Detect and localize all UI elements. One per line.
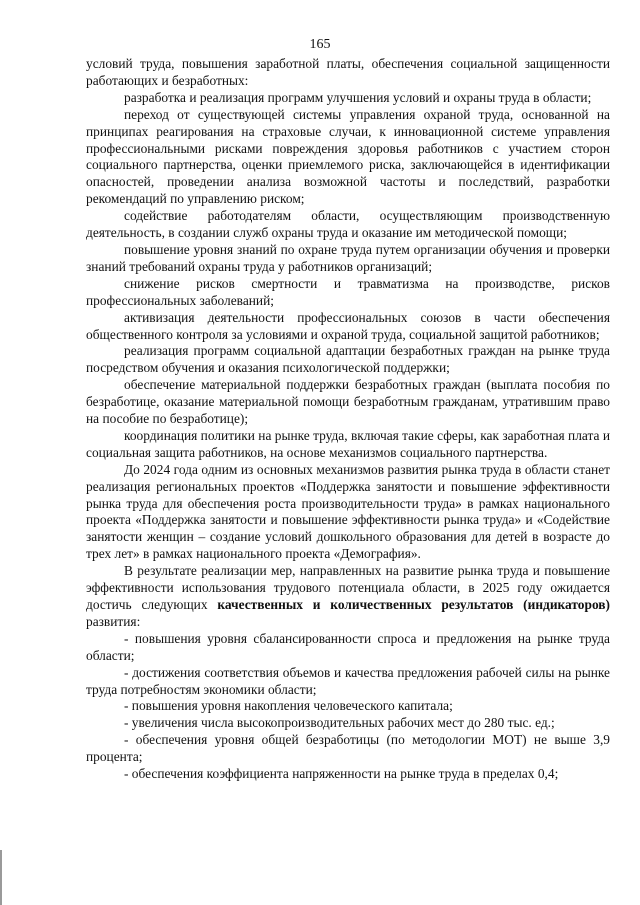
paragraph-results-tail: развития:: [86, 613, 141, 629]
paragraph: снижение рисков смертности и травматизма на производстве, рисков профессиональных заболеваний;: [86, 275, 610, 308]
paragraph-results: [86, 563, 610, 631]
list-item: - достижения соответствия объемов и качества предложения рабочей силы на рынке труда потребностям экономики области;: [86, 664, 610, 697]
paragraph: До 2024 года одним из основных механизмов развития рынка труда в области станет реализация региональных проектов «Поддержка занятости и повышение эффективности рынка труда для обеспечения роста производительности труда» в рамках национального проекта «Поддержка занятости и повышение эффективности рынка труда» и «Содействие занятости женщин – создание условий дошкольного образования для детей в возрасте до трех лет» в рамках национального проекта «Демография».: [86, 461, 610, 562]
paragraph: реализация программ социальной адаптации безработных граждан на рынке труда посредством обучения и оказания психологической поддержки;: [86, 343, 610, 376]
paragraph: переход от существующей системы управления охраной труда, основанной на принципах реагирования на страховые случаи, к инновационной системе управления профессиональными рисками повреждения здоровья работников с участием сторон социального партнерства, оценки приемлемого риска, заключающейся в идентификации опасностей, проведении анализа возможной частоты и последствий, разработки рекомендаций по управлению риском;: [86, 106, 610, 207]
list-item: - повышения уровня сбалансированности спроса и предложения на рынке труда области;: [86, 630, 610, 663]
paragraph: повышение уровня знаний по охране труда путем организации обучения и проверки знаний требований охраны труда у работников организаций;: [86, 241, 610, 274]
page-number: 165: [309, 37, 331, 52]
paragraph: обеспечение материальной поддержки безработных граждан (выплата пособия по безработице, оказание материальной помощи безработным гражданам, утратившим право на пособие по безработице);: [86, 377, 610, 427]
paragraph: координация политики на рынке труда, включая такие сферы, как заработная плата и социальная защита работников, на основе механизмов социального партнерства.: [86, 427, 610, 460]
scan-edge-mark: [0, 850, 2, 905]
document-body: [86, 56, 610, 783]
list-item: - обеспечения уровня общей безработицы (по методологии МОТ) не выше 3,9 процента;: [86, 732, 610, 765]
list-item: - повышения уровня накопления человеческого капитала;: [124, 698, 453, 714]
list-item: - увеличения числа высокопроизводительных рабочих мест до 280 тыс. ед.;: [124, 715, 555, 731]
paragraph: содействие работодателям области, осуществляющим производственную деятельность, в создании служб охраны труда и оказание им методической помощи;: [86, 208, 610, 241]
paragraph-results-emphasis: качественных и количественных результатов (индикаторов): [217, 597, 611, 612]
paragraph: разработка и реализация программ улучшения условий и охраны труда в области;: [124, 89, 592, 105]
list-item: - обеспечения коэффициента напряженности на рынке труда в пределах 0,4;: [124, 766, 559, 782]
paragraph-continuation: условий труда, повышения заработной платы, обеспечения социальной защищенности работающих и безработных:: [86, 56, 610, 88]
paragraph: активизация деятельности профессиональных союзов в части обеспечения общественного контроля за условиями и охраной труда, социальной защитой работников;: [86, 309, 610, 342]
paragraph-results-lead: В результате реализации мер, направленных на развитие рынка труда и повышение эффективности использования трудового потенциала области, в 2025 году ожидается достичь следующих: [86, 563, 610, 612]
